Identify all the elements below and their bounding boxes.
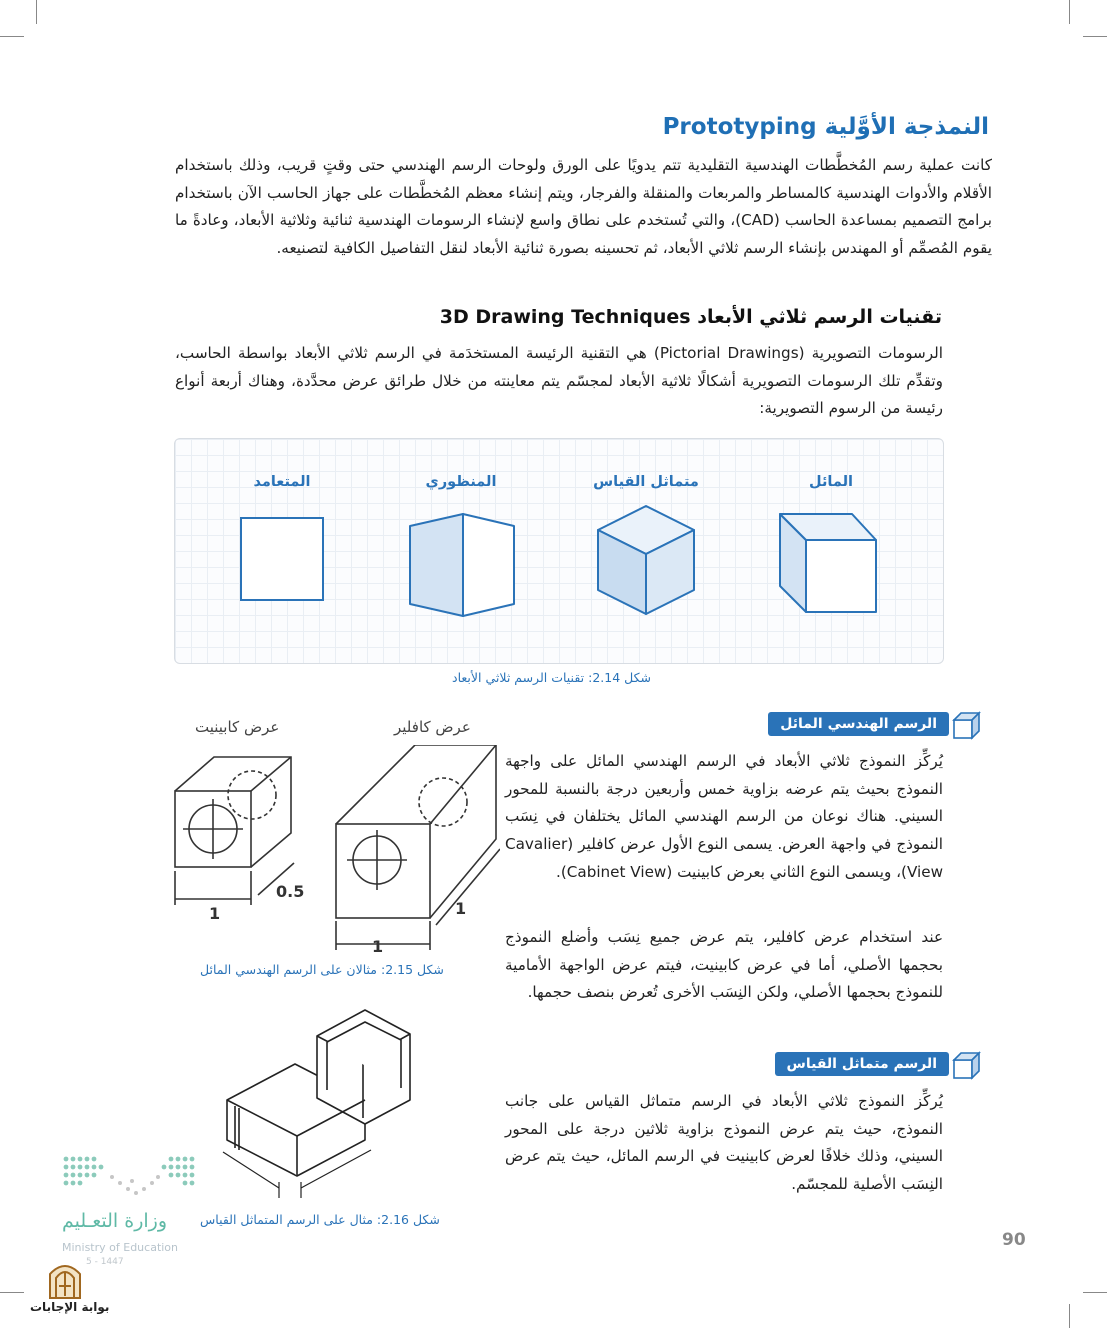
perspective-cube (410, 514, 514, 616)
oblique-paragraph-2: عند استخدام عرض كافلير، يتم عرض جميع نِسَب وأضلع النموذج بحجمها الأصلي، أما في عرض كابينيت، فيتم عرض الواجهة الأمامية للنموذج بحجمها الأصلي، ولكن النِسَب الأخرى تُعرض بنصف حجمها. (505, 928, 943, 1002)
crop-mark (1083, 1292, 1107, 1293)
label-orthographic: المتعامد (253, 474, 311, 490)
section-badge-oblique: الرسم الهندسي المائل (768, 712, 949, 736)
page-number: 90 (1002, 1230, 1026, 1250)
isometric-cube (598, 506, 694, 614)
oblique-cube (780, 514, 876, 612)
pictorial-paragraph: الرسومات التصويرية (Pictorial Drawings) هي التقنية الرئيسة المستخدَمة في الرسم ثلاثي الأبعاد بواسطة الحاسب، وتقدِّم تلك الرسومات التصويرية أشكالًا ثلاثية الأبعاد لمجسّم يتم معاينته من خلال طرائق عرض محدَّدة، وهناك أربعة أنواع رئيسة من الرسوم التصويرية: (175, 344, 944, 418)
dim-label: 1 (455, 899, 467, 918)
watermark-text: بوابة الإجابات (30, 1300, 110, 1314)
dim-label: 1 (209, 904, 221, 923)
crop-mark (36, 0, 37, 24)
crop-mark (1069, 1304, 1070, 1328)
crop-mark (1083, 36, 1107, 37)
figure-2-15-caption: شكل 2.15: مثالان على الرسم الهندسي المائل (200, 962, 444, 977)
ministry-logo-icon (62, 1153, 198, 1201)
figure-2-15-drawings (170, 745, 500, 955)
label-isometric: متماثل القياس (593, 474, 699, 490)
page-title: النمذجة الأوَّلية Prototyping (662, 114, 989, 140)
intro-paragraph: كانت عملية رسم المُخطَّطات الهندسية التقليدية تتم يدويًا على الورق ولوحات الرسم الهندسي حتى وقتٍ قريب، وذلك باستخدام الأقلام والأدوات الهندسية كالمساطر والمربعات والمنقلة والفرجار، ويتم إنشاء معظم المُخطَّطات على جهاز الحاسب الآن باستخدام برامج التصميم بمساعدة الحاسب (CAD)، والتي تُستخدم على نطاق واسع لإنشاء الرسومات الهندسية ثنائية وثلاثية الأبعاد، وعادةً ما يقوم المُصمِّم أو المهندس بإنشاء الرسم ثلاثي الأبعاد، ثم تحسينه بصورة ثنائية الأبعاد لنقل التفاصيل الكافية لتصنيعه. (175, 156, 992, 258)
watermark-logo-icon (44, 1256, 86, 1300)
dim-label: 0.5 (276, 882, 305, 901)
cube-icon (952, 711, 982, 741)
oblique-paragraph-1: يُركِّز النموذج ثلاثي الأبعاد في الرسم الهندسي المائل على واجهة النموذج بحيث يتم عرضه بزاوية خمس وأربعين درجة بالنسبة للمحور السيني. هناك نوعان من الرسم الهندسي المائل يختلفان في نِسَب النموذج في واجهة العرض. يسمى النوع الأول عرض كافلير (Cavalier View)، ويسمى النوع الثاني بعرض كابينيت (Cabinet View). (505, 752, 943, 881)
label-perspective: المنظوري (425, 474, 497, 490)
figure-2-14-drawings (174, 438, 942, 662)
crop-mark (0, 1292, 24, 1293)
crop-mark (0, 36, 24, 37)
figure-2-16-drawing (215, 990, 425, 1205)
ministry-year: 5 - 1447 (86, 1257, 124, 1267)
dim-label: 1 (372, 937, 384, 956)
label-cabinet: عرض كابينيت (195, 718, 280, 736)
ministry-name-english: Ministry of Education (62, 1241, 179, 1254)
isometric-paragraph: يُركِّز النموذج ثلاثي الأبعاد في الرسم متماثل القياس على جانب النموذج، حيث يتم عرض النموذج بزاوية ثلاثين درجة على المحور السيني، وذلك خلافًا لعرض كابينيت في الرسم المائل، حيث يتم عرض النِسَب الأصلية للمجسّم. (505, 1092, 943, 1194)
crop-mark (1069, 0, 1070, 24)
figure-2-16-caption: شكل 2.16: مثال على الرسم المتماثل القياس (200, 1212, 440, 1227)
ministry-name-arabic: وزارة التعـليم (62, 1210, 168, 1232)
section-heading-3d: تقنيات الرسم ثلاثي الأبعاد 3D Drawing Techniques (439, 306, 942, 328)
label-cavalier: عرض كافلير (394, 718, 471, 736)
cube-icon (952, 1051, 982, 1081)
label-oblique: المائل (809, 474, 853, 490)
orthographic-cube (241, 518, 323, 600)
section-badge-isometric: الرسم متماثل القياس (775, 1052, 949, 1076)
figure-2-14-caption: شكل 2.14: تقنيات الرسم ثلاثي الأبعاد (452, 670, 651, 685)
